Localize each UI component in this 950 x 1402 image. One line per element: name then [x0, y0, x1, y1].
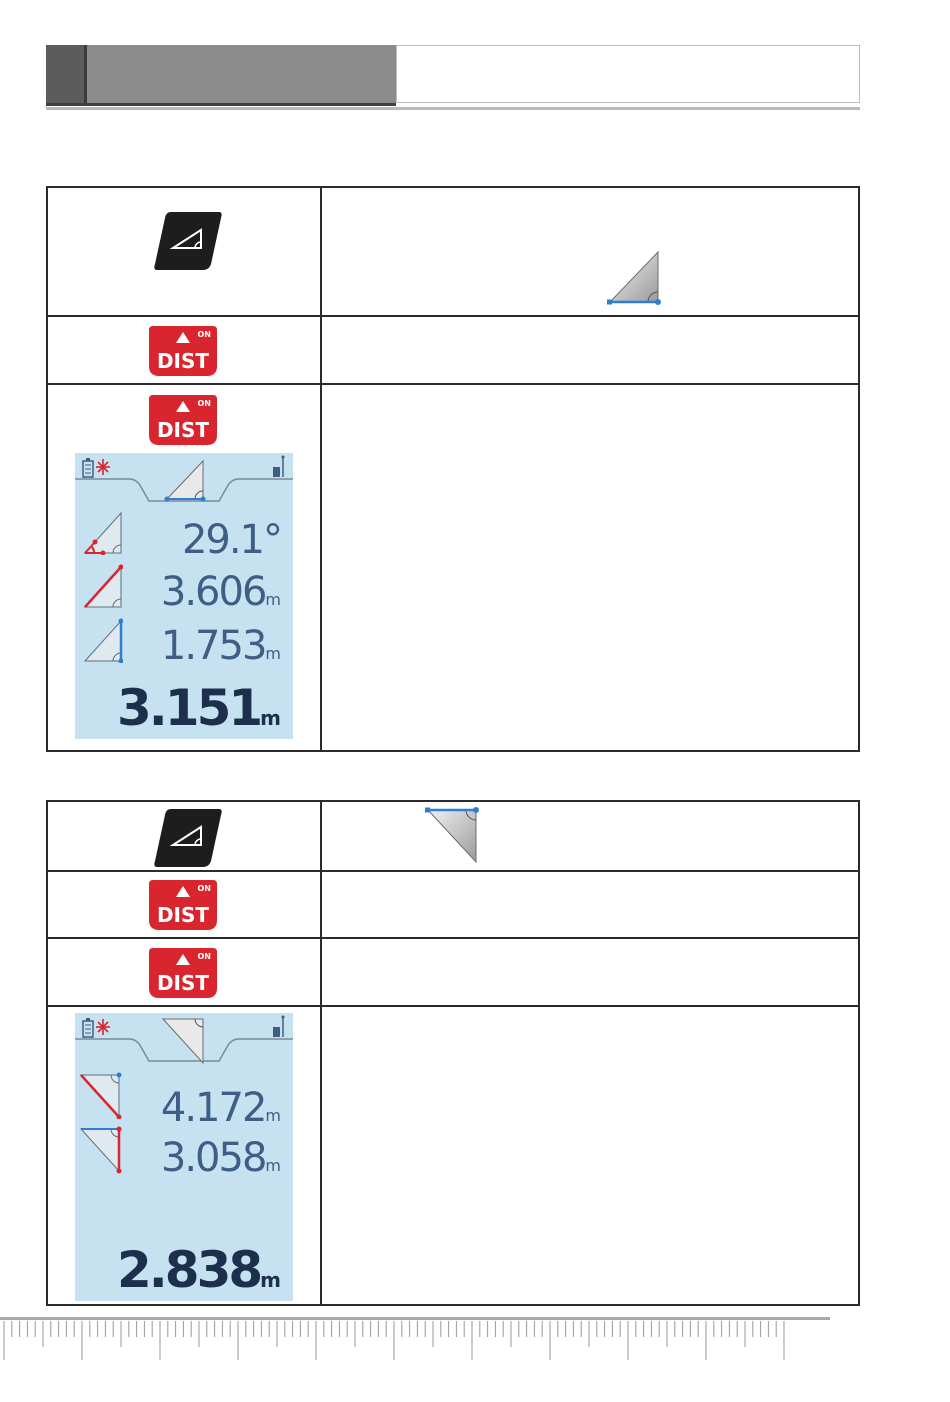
distance-1-number: 4.172 — [160, 1085, 266, 1131]
laser-icon — [96, 1019, 110, 1035]
dist-label: DIST — [156, 418, 210, 442]
distance-2-unit: m — [265, 1156, 281, 1175]
footer-ruler — [0, 1315, 830, 1360]
hypotenuse-unit: m — [265, 590, 281, 609]
lcd-display — [75, 1013, 293, 1301]
procedure-table-1 — [46, 186, 860, 752]
table-row — [48, 802, 858, 872]
dist-label: DIST — [156, 903, 210, 927]
result-number: 3.151 — [117, 679, 261, 737]
dist-on-label: ON — [197, 399, 211, 408]
angle-function-key-icon[interactable] — [153, 807, 223, 869]
dist-on-label: ON — [197, 884, 211, 893]
result-value — [117, 1241, 281, 1299]
procedure-table-2 — [46, 800, 860, 1306]
table-row — [48, 939, 858, 1007]
table-row — [48, 188, 858, 317]
header-tab-dark — [46, 45, 84, 103]
table-row — [48, 385, 858, 750]
triangle-base-measurement-icon — [606, 248, 666, 308]
battery-icon — [83, 458, 93, 477]
triangle-top-measurement-icon — [424, 806, 484, 866]
hypotenuse-value — [161, 569, 281, 615]
lcd-status-bar — [75, 1013, 293, 1069]
hypotenuse-indicator-icon — [83, 563, 123, 609]
angle-function-key-icon[interactable] — [153, 210, 223, 272]
dist-button[interactable] — [149, 326, 217, 376]
side-indicator-icon — [83, 617, 123, 663]
hypotenuse-indicator-icon — [79, 1071, 123, 1119]
result-unit: m — [260, 706, 281, 730]
device-reference-icon — [273, 456, 285, 478]
distance-2-value — [161, 1135, 281, 1181]
side-value — [161, 623, 281, 669]
distance-1-value — [161, 1085, 281, 1131]
dist-button[interactable] — [149, 948, 217, 998]
result-unit: m — [260, 1268, 281, 1292]
dist-on-label: ON — [197, 330, 211, 339]
table-row — [48, 317, 858, 385]
triangle-mode-icon — [165, 461, 206, 502]
lcd-display — [75, 453, 293, 739]
header-underline-dark — [46, 103, 396, 106]
header-divider — [46, 107, 860, 110]
result-value — [117, 679, 281, 737]
dist-label: DIST — [156, 971, 210, 995]
result-number: 2.838 — [117, 1241, 261, 1299]
dist-button[interactable] — [149, 395, 217, 445]
dist-on-label: ON — [197, 952, 211, 961]
triangle-mode-icon — [163, 1019, 203, 1063]
table-row — [48, 1007, 858, 1304]
distance-1-unit: m — [265, 1106, 281, 1125]
distance-2-number: 3.058 — [160, 1135, 266, 1181]
angle-value: 29.1° — [181, 517, 281, 563]
hypotenuse-number: 3.606 — [160, 569, 266, 615]
dist-button[interactable] — [149, 880, 217, 930]
lcd-status-bar — [75, 453, 293, 509]
table-row — [48, 872, 858, 939]
vertical-side-indicator-icon — [79, 1125, 123, 1175]
laser-icon — [96, 459, 110, 475]
battery-icon — [83, 1018, 93, 1037]
side-number: 1.753 — [160, 623, 266, 669]
angle-indicator-icon — [83, 509, 123, 555]
header-title-band — [84, 45, 396, 103]
header-blank-band — [396, 45, 860, 103]
device-reference-icon — [273, 1016, 285, 1038]
dist-label: DIST — [156, 349, 210, 373]
side-unit: m — [265, 644, 281, 663]
